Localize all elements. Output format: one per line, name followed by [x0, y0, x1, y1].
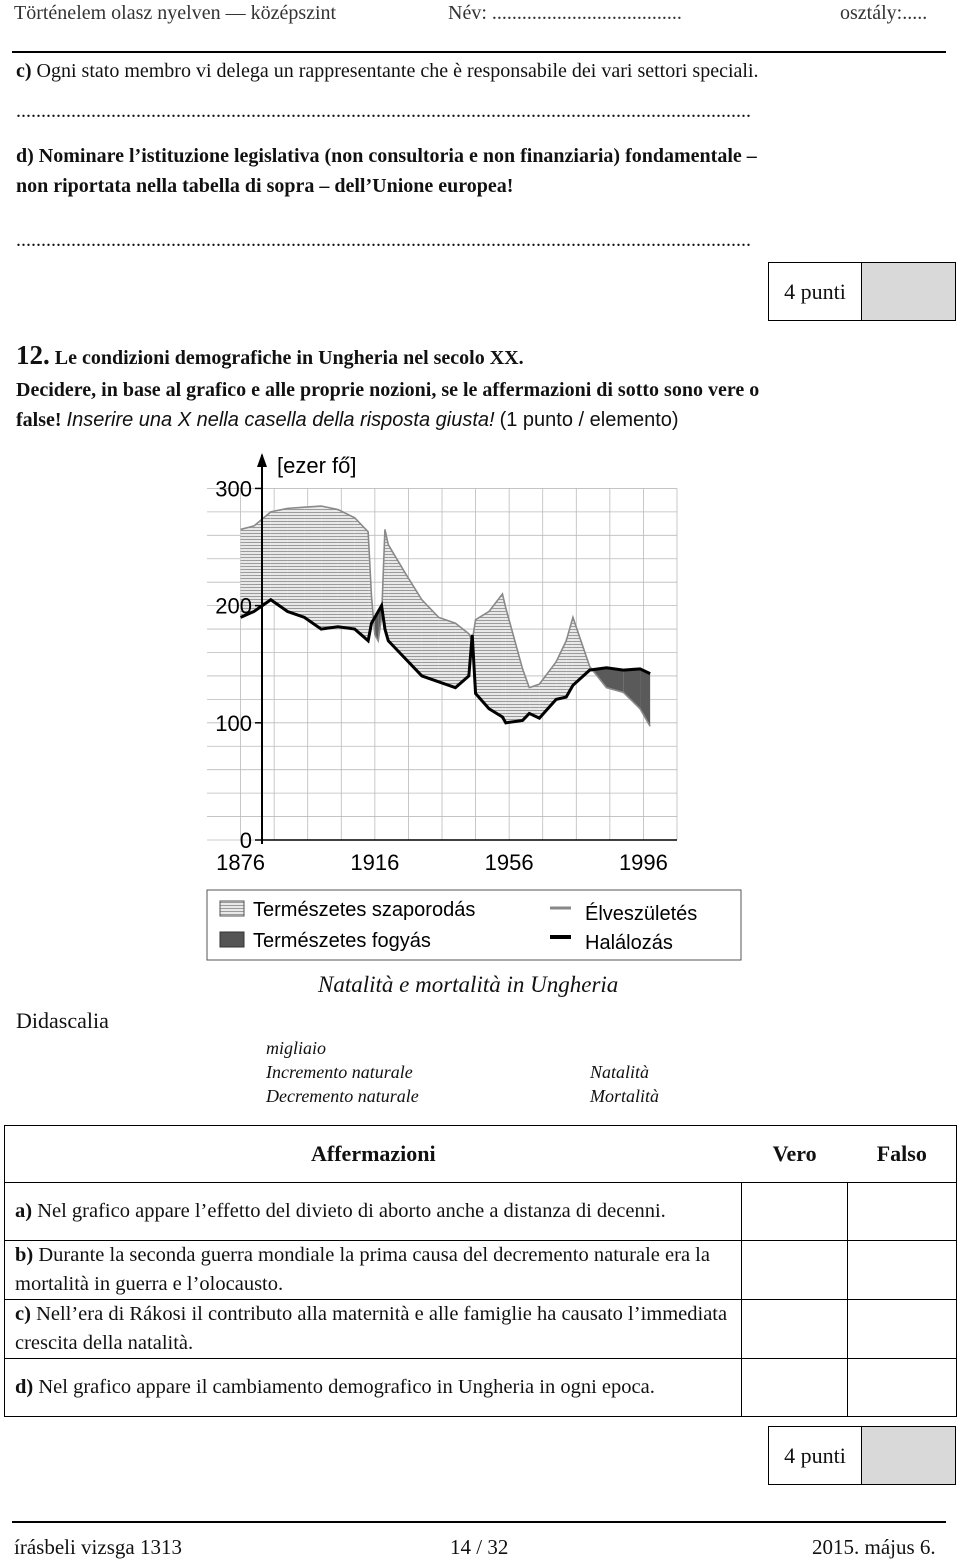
statement-b-label: b) — [15, 1244, 34, 1266]
table-row — [5, 1183, 957, 1241]
points-box-1 — [768, 262, 956, 321]
q11-d-text-1: Nominare l’istituzione legislativa (non consultoria e non finanziaria) fondamentale – — [38, 145, 757, 167]
statement-c-text: Nell’era di Rákosi il contributo alla maternità e alle famiglie ha causato l’immediata crescita della natalità. — [15, 1303, 728, 1354]
answer-line-d: ................................................................................................................................................... — [16, 229, 751, 251]
q12-title: Le condizioni demografiche in Ungheria nel secolo XX. — [54, 347, 524, 369]
caption-label: Didascalia — [16, 1008, 109, 1033]
points-score-cell-1[interactable] — [862, 263, 955, 320]
header-rule — [12, 51, 946, 53]
statement-d — [5, 1359, 742, 1417]
statement-b-text: Durante la seconda guerra mondiale la prima causa del decremento naturale era la mortalità in guerra e l’olocausto. — [15, 1244, 710, 1295]
footer-page: 14 / 32 — [450, 1535, 509, 1559]
answer-line-c: ................................................................................................................................................... — [16, 100, 751, 122]
footer-right: 2015. május 6. — [812, 1535, 936, 1559]
natural-increase-area — [321, 506, 338, 629]
natural-increase-area — [355, 518, 368, 641]
q12-instr-bold-1: Decidere, in base al grafico e alle proprie nozioni, se le affermazioni di sotto sono vere o — [16, 379, 760, 401]
q11-c-text: Ogni stato membro vi delega un rappresentante che è responsabile dei vari settori speciali. — [36, 60, 759, 82]
q12-heading — [16, 340, 524, 371]
statement-b — [5, 1241, 742, 1300]
header-false: Falso — [848, 1126, 957, 1183]
x-tick-label: 1916 — [350, 850, 400, 875]
demographic-chart — [195, 445, 755, 965]
y-axis-arrow — [257, 453, 267, 467]
answer-b-true[interactable] — [742, 1241, 848, 1300]
q12-number: 12. — [16, 340, 50, 370]
header-name-field: Név: ...................................... — [448, 2, 682, 24]
statement-a-label: a) — [15, 1200, 33, 1222]
caption-deaths: Mortalità — [590, 1086, 660, 1106]
legend-increase-swatch — [220, 901, 244, 916]
answer-b-false[interactable] — [848, 1241, 957, 1300]
legend-deaths-label: Halálozás — [585, 932, 673, 954]
natural-increase-area — [288, 507, 305, 617]
footer-rule — [12, 1521, 946, 1523]
statement-c — [5, 1300, 742, 1359]
answer-d-false[interactable] — [848, 1359, 957, 1417]
legend-decrease-swatch — [220, 932, 244, 947]
table-row — [5, 1300, 957, 1359]
q11-d — [16, 141, 757, 201]
table-header-row — [5, 1126, 957, 1183]
caption-right-block — [590, 1060, 659, 1108]
caption-title: Natalità e mortalità in Ungheria — [318, 972, 619, 997]
points-box-2 — [768, 1426, 956, 1485]
answer-c-false[interactable] — [848, 1300, 957, 1359]
legend-increase-label: Természetes szaporodás — [253, 899, 476, 921]
statement-d-text: Nel grafico appare il cambiamento demografico in Ungheria in ogni epoca. — [38, 1376, 655, 1398]
points-score-cell-2[interactable] — [862, 1427, 955, 1484]
header-class-field: osztály:..... — [840, 2, 928, 24]
header-left: Történelem olasz nyelven — középszint — [14, 2, 337, 24]
y-axis-label: [ezer fő] — [277, 453, 357, 478]
natural-increase-area — [502, 594, 505, 723]
statement-c-label: c) — [15, 1303, 31, 1325]
caption-increase: Incremento naturale — [266, 1062, 413, 1082]
y-tick-label: 100 — [215, 710, 252, 736]
natural-increase-area — [422, 600, 439, 682]
table-row — [5, 1359, 957, 1417]
q11-c-label: c) — [16, 60, 32, 82]
header-statements: Affermazioni — [5, 1126, 742, 1183]
q12-instr-points: (1 punto / elemento) — [499, 409, 679, 431]
x-tick-label: 1956 — [484, 850, 534, 875]
answer-a-false[interactable] — [848, 1183, 957, 1241]
legend-births-label: Élveszületés — [585, 903, 698, 925]
x-tick-label: 1996 — [618, 850, 668, 875]
q12-instr-italic: Inserire una X nella casella della risposta giusta! — [66, 409, 495, 431]
caption-births: Natalità — [590, 1062, 650, 1082]
answer-a-true[interactable] — [742, 1183, 848, 1241]
q11-d-label: d) — [16, 145, 34, 167]
x-tick-label: 1876 — [216, 850, 266, 875]
caption-decrease: Decremento naturale — [266, 1086, 419, 1106]
q11-c — [16, 56, 759, 86]
q12-instr-bold-2: false! — [16, 409, 62, 431]
legend-decrease-label: Természetes fogyás — [253, 930, 431, 952]
answer-d-true[interactable] — [742, 1359, 848, 1417]
caption-unit: migliaio — [266, 1038, 327, 1058]
natural-increase-area — [439, 617, 456, 687]
natural-increase-area — [573, 617, 590, 685]
y-tick-label: 200 — [215, 593, 252, 619]
natural-increase-area — [506, 608, 523, 723]
natural-decrease-area — [623, 669, 640, 709]
footer-left: írásbeli vizsga 1313 — [14, 1535, 182, 1559]
natural-increase-area — [304, 506, 321, 629]
natural-increase-area — [338, 510, 355, 630]
statement-d-label: d) — [15, 1376, 34, 1398]
statement-a-text: Nel grafico appare l’effetto del divieto di aborto anche a distanza di decenni. — [37, 1200, 666, 1222]
points-label-2: 4 punti — [769, 1427, 862, 1484]
statements-table — [4, 1125, 957, 1417]
table-row — [5, 1241, 957, 1300]
points-label-1: 4 punti — [769, 263, 862, 320]
answer-c-true[interactable] — [742, 1300, 848, 1359]
q12-instructions — [16, 375, 946, 435]
y-tick-label: 0 — [239, 828, 252, 853]
natural-increase-area — [271, 508, 288, 611]
y-tick-label: 300 — [215, 476, 252, 502]
q11-d-text-2: non riportata nella tabella di sopra – dell’Unione europea! — [16, 175, 514, 197]
caption-left-block — [266, 1036, 419, 1108]
header-true: Vero — [742, 1126, 848, 1183]
natural-increase-area — [489, 594, 502, 717]
statement-a — [5, 1183, 742, 1241]
